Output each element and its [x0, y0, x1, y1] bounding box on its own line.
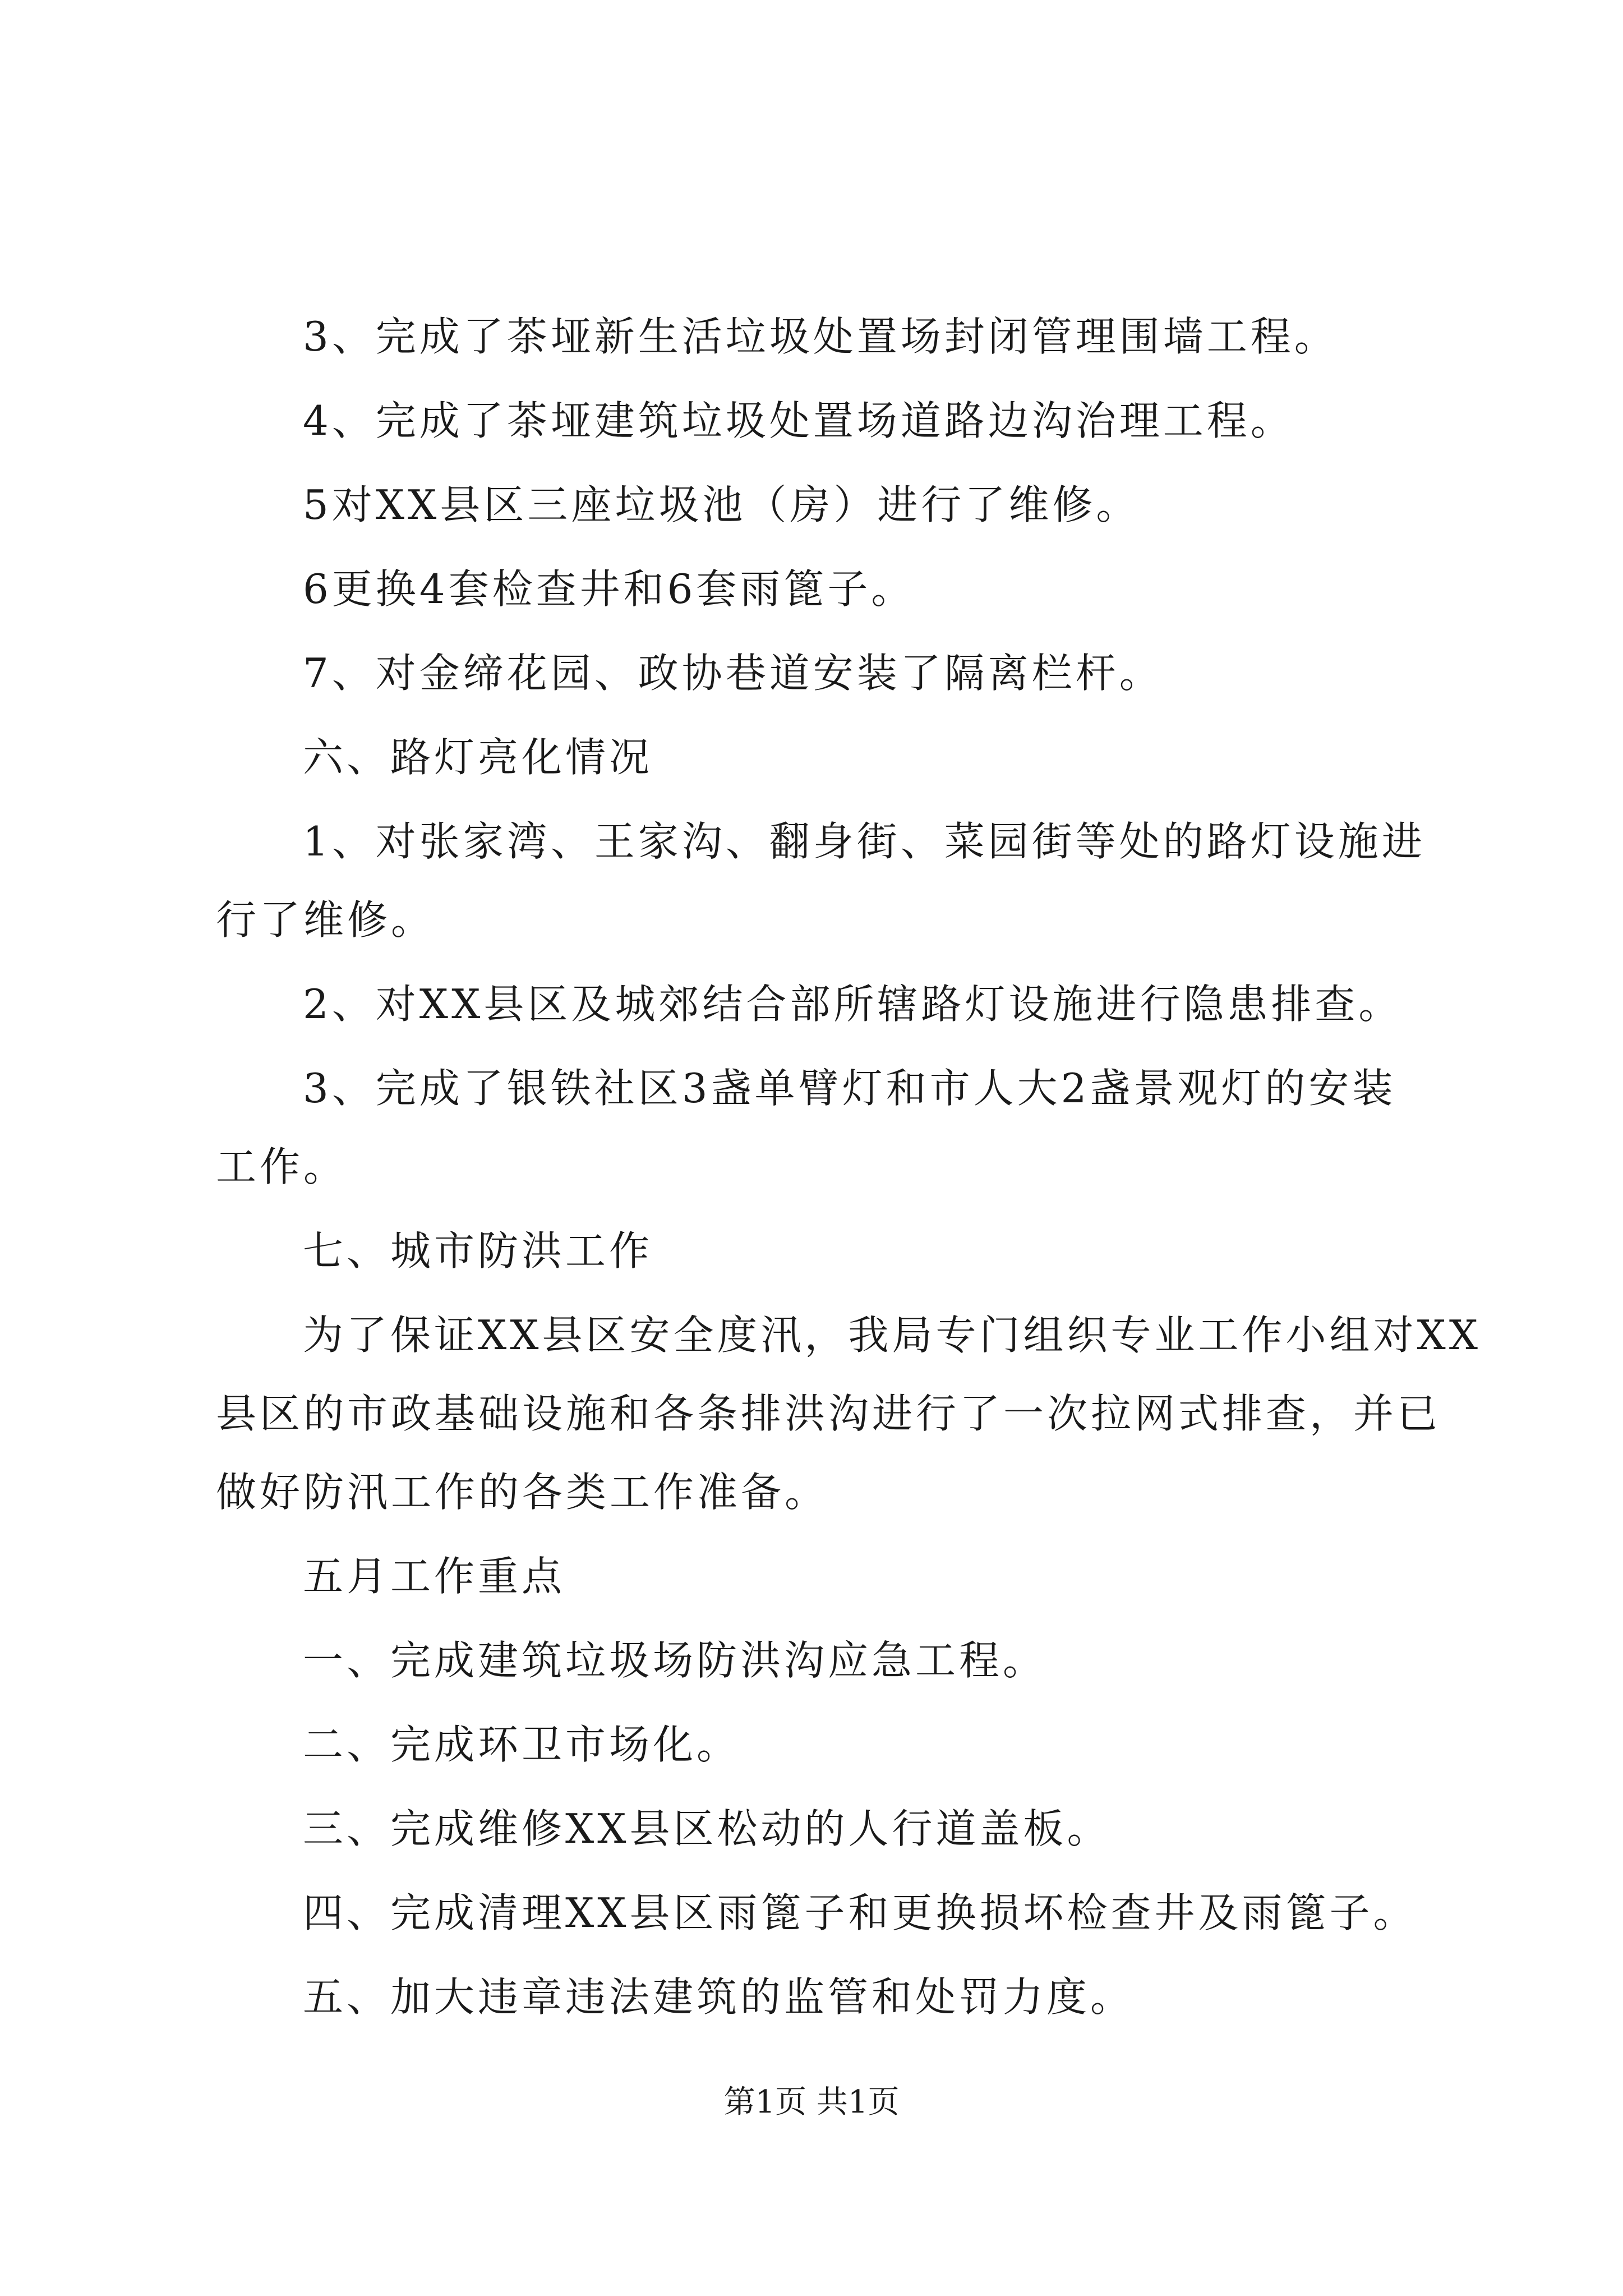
list-item: 一、完成建筑垃圾场防洪沟应急工程。: [303, 1637, 1047, 1684]
paragraph-line: 县区的市政基础设施和各条排洪沟进行了一次拉网式排查，并已: [216, 1390, 1441, 1437]
paragraph-line: 工作。: [216, 1143, 348, 1190]
paragraph-line: 行了维修。: [216, 896, 435, 944]
paragraph-item-7: 7、对金缔花园、政协巷道安装了隔离栏杆。: [303, 650, 1163, 697]
section-heading-6: 六、路灯亮化情况: [303, 734, 653, 781]
paragraph-line: 为了保证XX县区安全度汛，我局专门组织专业工作小组对XX: [303, 1312, 1482, 1359]
section-heading-7: 七、城市防洪工作: [303, 1227, 653, 1274]
paragraph-line: 做好防汛工作的各类工作准备。: [216, 1469, 829, 1516]
paragraph-line: 3、完成了银铁社区3盏单臂灯和市人大2盏景观灯的安装: [303, 1065, 1396, 1112]
paragraph-item-6: 6更换4套检查井和6套雨篦子。: [303, 565, 915, 613]
paragraph-item-3: 3、完成了茶垭新生活垃圾处置场封闭管理围墙工程。: [303, 313, 1338, 360]
list-item: 二、完成环卫市场化。: [303, 1721, 741, 1768]
paragraph-line: 2、对XX县区及城郊结合部所辖路灯设施进行隐患排查。: [303, 981, 1403, 1028]
section-heading-may: 五月工作重点: [303, 1553, 566, 1600]
list-item: 四、完成清理XX县区雨篦子和更换损坏检查井及雨篦子。: [303, 1889, 1417, 1936]
page-number-footer: 第1页 共1页: [723, 2084, 900, 2120]
list-item: 三、完成维修XX县区松动的人行道盖板。: [303, 1805, 1111, 1852]
list-item: 五、加大违章违法建筑的监管和处罚力度。: [303, 1973, 1135, 2021]
paragraph-item-5: 5对XX县区三座垃圾池（房）进行了维修。: [303, 481, 1140, 528]
paragraph-item-4: 4、完成了茶垭建筑垃圾处置场道路边沟治理工程。: [303, 397, 1294, 444]
paragraph-line: 1、对张家湾、王家沟、翻身街、菜园街等处的路灯设施进: [303, 818, 1426, 865]
